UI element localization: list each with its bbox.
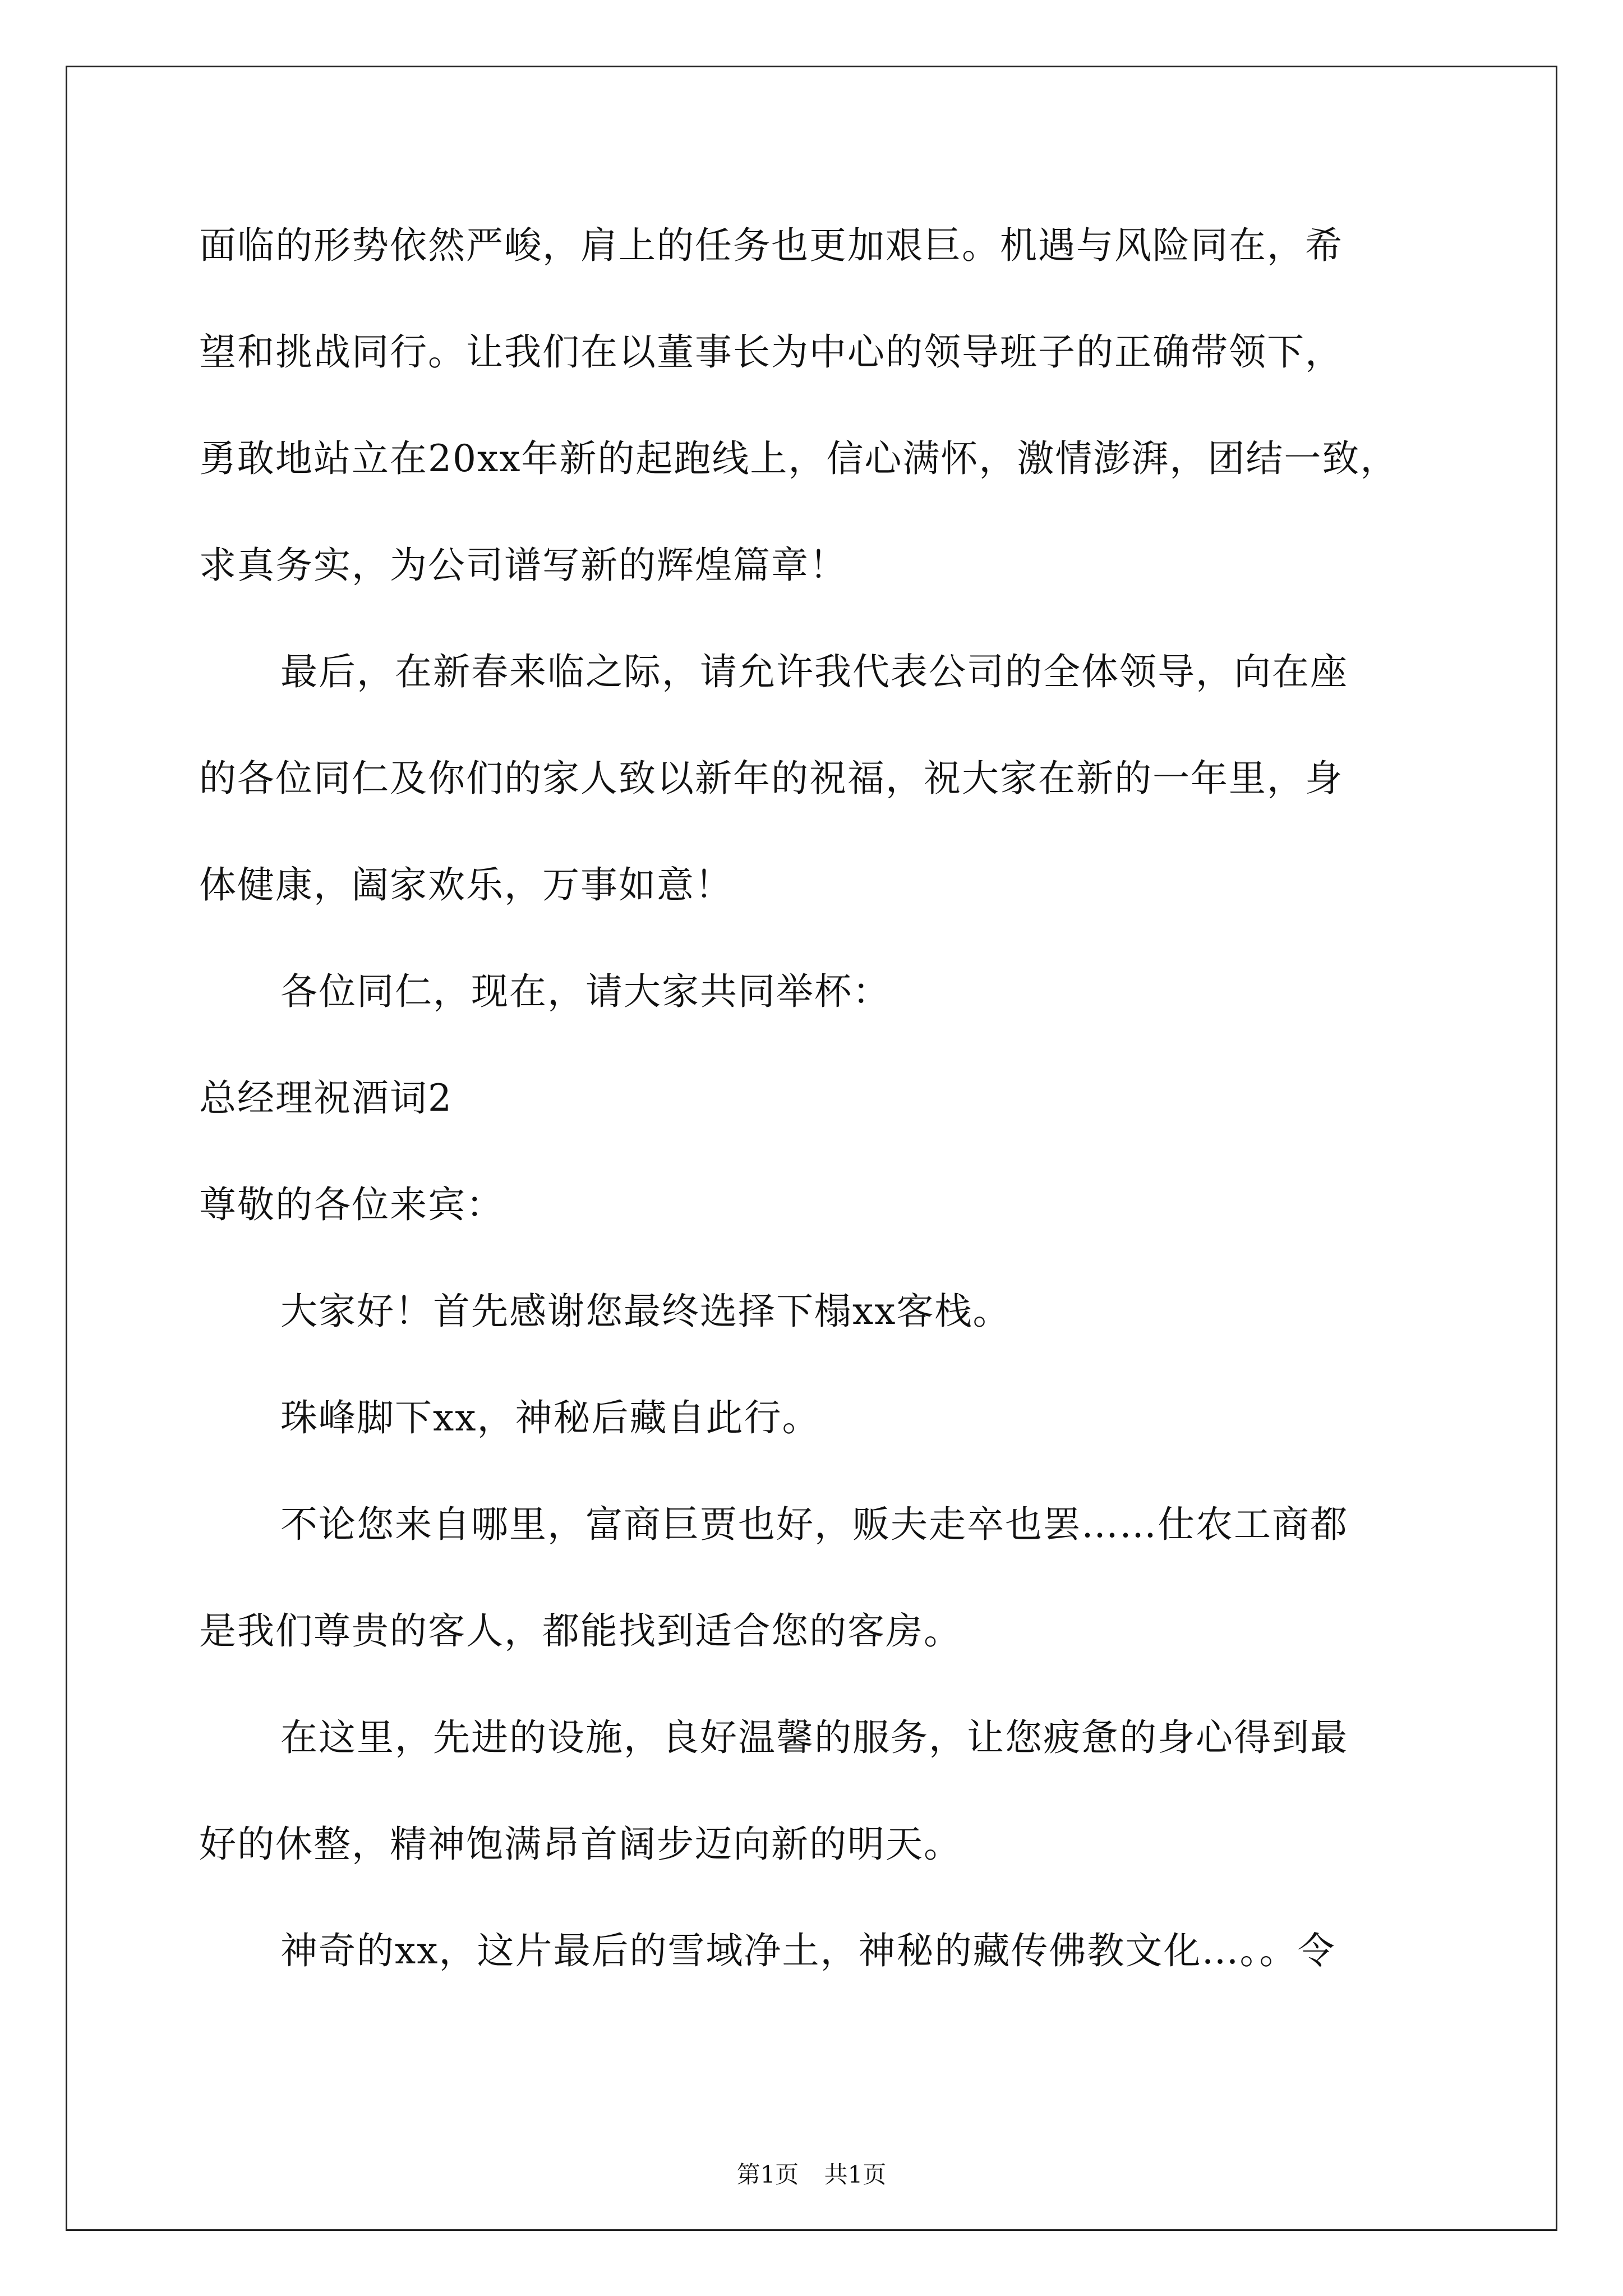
body-text-line: 面临的形势依然严峻，肩上的任务也更加艰巨。机遇与风险同在，希	[199, 224, 1343, 267]
body-text-line: 神奇的xx，这片最后的雪域净土，神秘的藏传佛教文化…。。令	[280, 1929, 1336, 1972]
body-text-line: 好的休整，精神饱满昂首阔步迈向新的明天。	[199, 1823, 962, 1866]
body-text-line: 体健康，阖家欢乐，万事如意！	[199, 863, 733, 907]
page-footer	[0, 2161, 1623, 2189]
salutation: 尊敬的各位来宾：	[199, 1183, 504, 1226]
body-text-line: 求真务实，为公司谱写新的辉煌篇章！	[199, 544, 847, 587]
body-text-line: 是我们尊贵的客人，都能找到适合您的客房。	[199, 1609, 962, 1653]
body-text-line: 勇敢地站立在20xx年新的起跑线上，信心满怀，激情澎湃，团结一致，	[199, 437, 1399, 480]
body-text-line: 大家好！首先感谢您最终选择下榻xx客栈。	[280, 1290, 1011, 1333]
body-text-line: 最后，在新春来临之际，请允许我代表公司的全体领导，向在座	[280, 650, 1348, 693]
page-total: 共1页	[824, 2161, 887, 2188]
section-heading: 总经理祝酒词2	[199, 1076, 453, 1120]
body-text-line: 的各位同仁及你们的家人致以新年的祝福，祝大家在新的一年里，身	[199, 757, 1343, 800]
page-number: 第1页	[736, 2161, 799, 2188]
body-text-line: 珠峰脚下xx，神秘后藏自此行。	[280, 1396, 820, 1439]
page-border	[66, 66, 1557, 2231]
body-text-line: 在这里，先进的设施，良好温馨的服务，让您疲惫的身心得到最	[280, 1716, 1348, 1759]
body-text-line: 望和挑战同行。让我们在以董事长为中心的领导班子的正确带领下，	[199, 330, 1343, 374]
body-text-line: 各位同仁，现在，请大家共同举杯：	[280, 970, 891, 1013]
body-text-line: 不论您来自哪里，富商巨贾也好，贩夫走卒也罢……仕农工商都	[280, 1503, 1348, 1546]
